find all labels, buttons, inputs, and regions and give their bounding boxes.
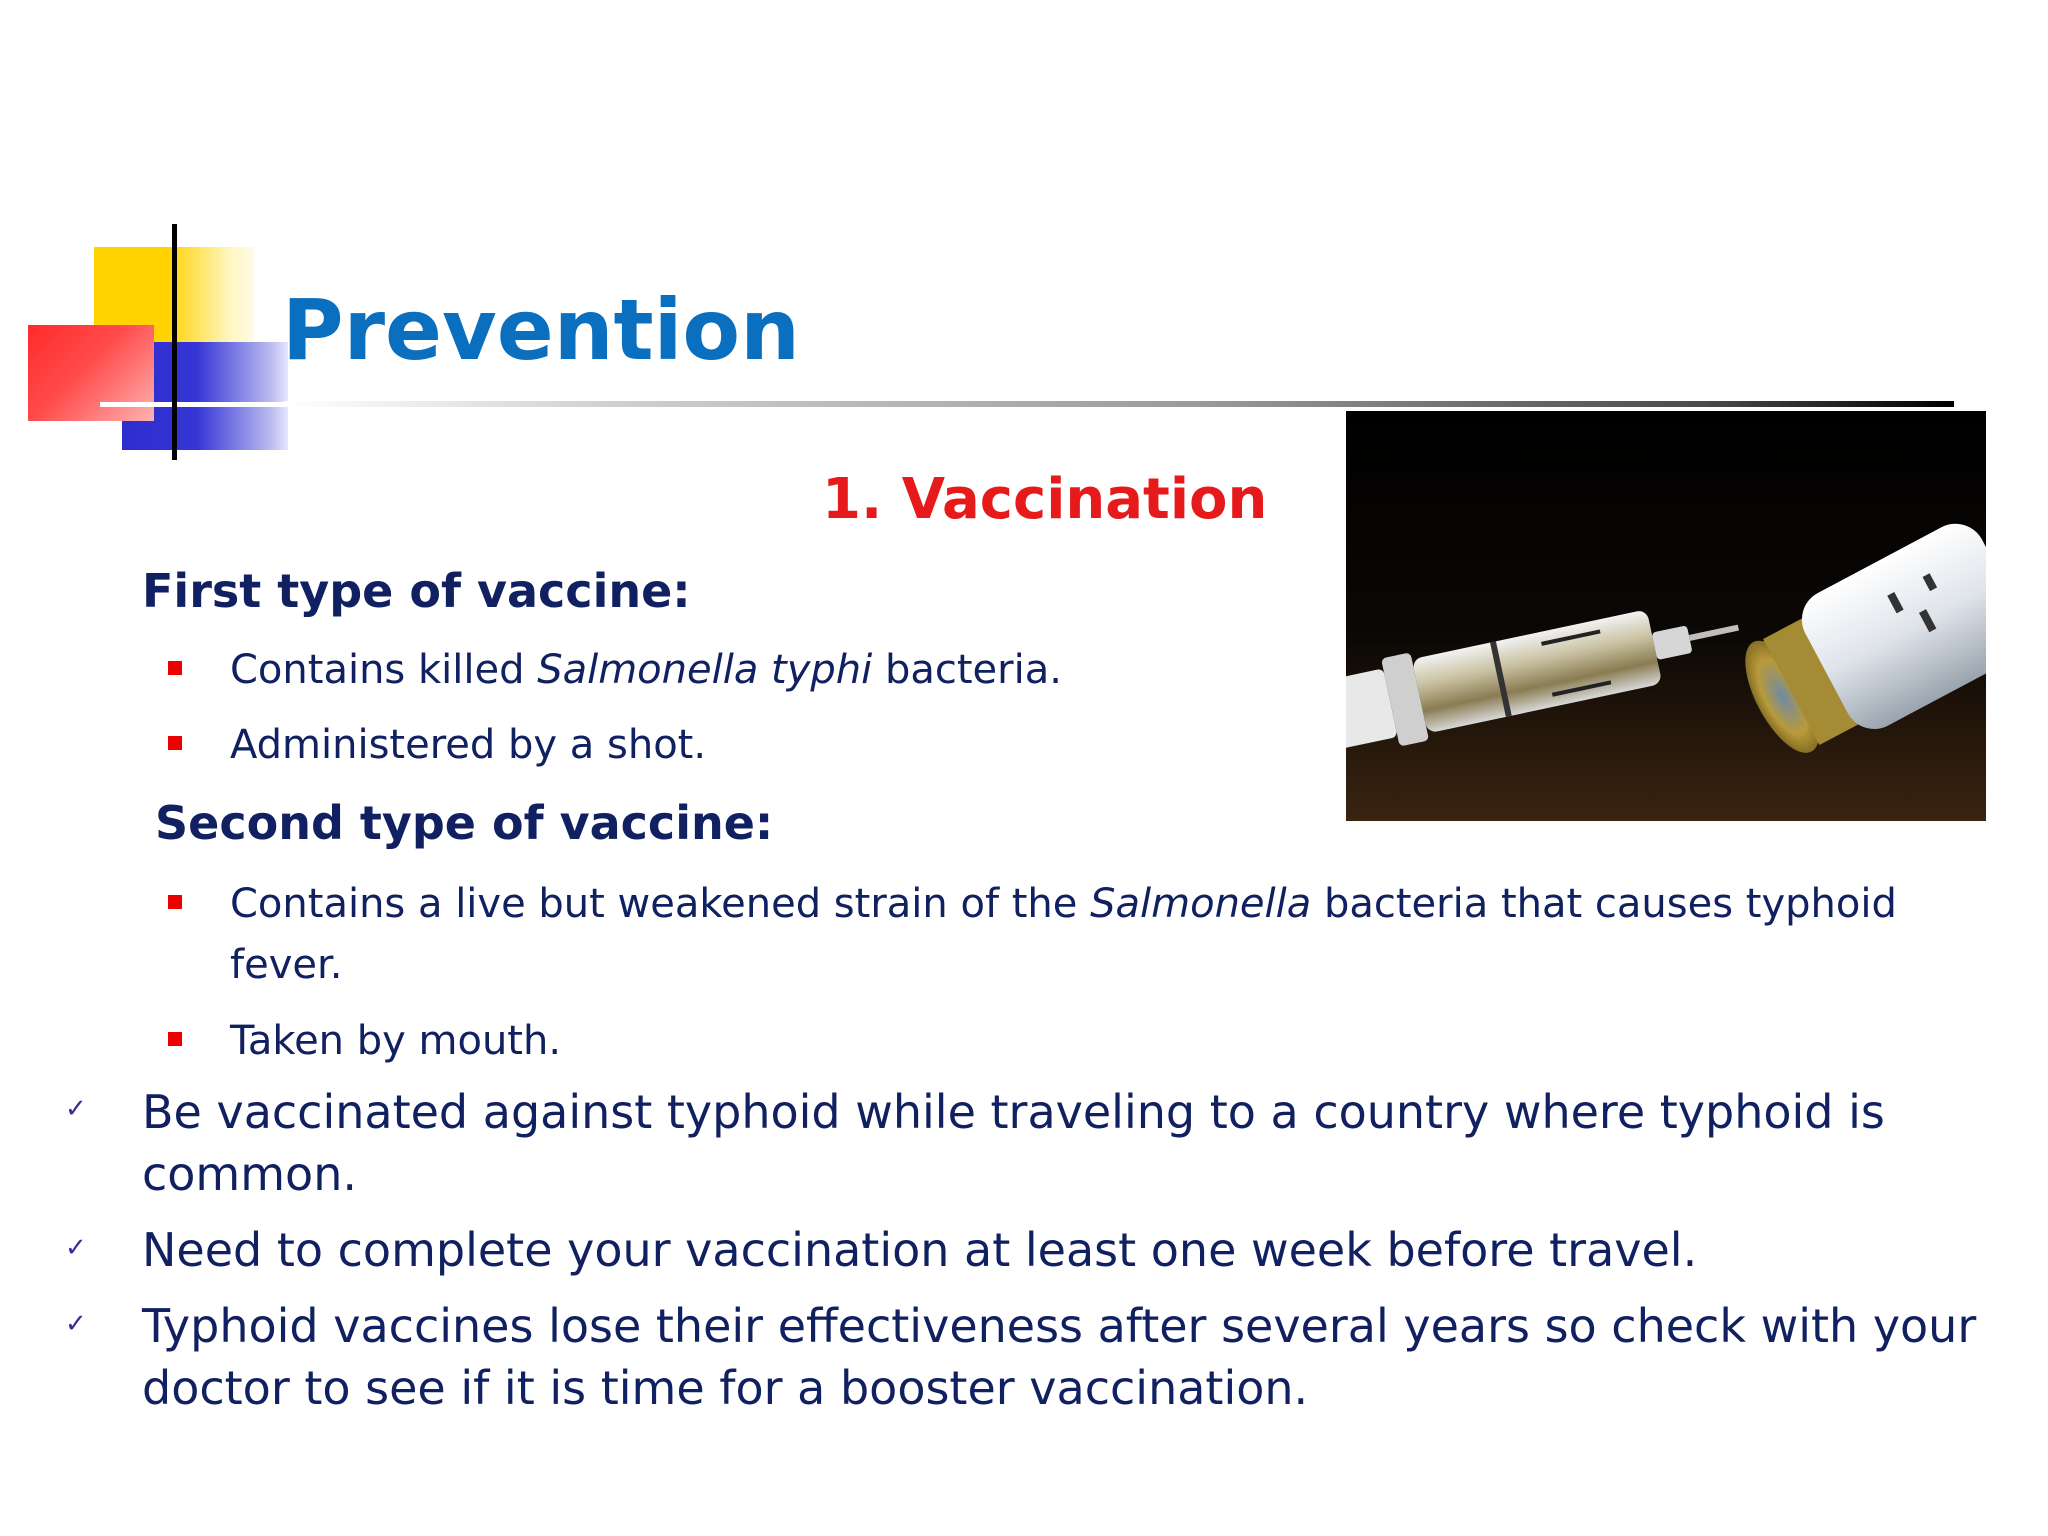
checklist-item-3: Typhoid vaccines lose their effectiveness after several years so check with your doctor to see if it is time for a booster vaccination.	[142, 1299, 1977, 1415]
logo-vertical-line	[172, 224, 177, 460]
second-type-bullet-2: Taken by mouth.	[230, 1018, 562, 1064]
square-bullet-icon	[168, 895, 182, 909]
syringe-vial-photo	[1346, 411, 1986, 821]
checkmark-icon: ✓	[65, 1309, 87, 1339]
checkmark-icon: ✓	[65, 1094, 87, 1124]
square-bullet-icon	[168, 661, 182, 675]
bullet-text: bacteria that causes typhoid fever.	[230, 881, 1897, 988]
first-type-bullet-1	[230, 640, 1062, 701]
bullet-text: Contains a live but weakened strain of the	[230, 881, 1091, 927]
slide-title: Prevention	[282, 281, 800, 379]
checklist-item-1: Be vaccinated against typhoid while traveling to a country where typhoid is common.	[142, 1085, 1885, 1201]
first-type-heading: First type of vaccine:	[142, 564, 691, 618]
bullet-text: bacteria.	[872, 647, 1062, 693]
square-bullet-icon	[168, 1032, 182, 1046]
second-type-heading: Second type of vaccine:	[155, 796, 774, 850]
first-type-bullet-2: Administered by a shot.	[230, 722, 707, 768]
section-subtitle: 1. Vaccination	[822, 467, 1268, 532]
second-type-bullet-1	[230, 874, 1990, 996]
bullet-italic: Salmonella typhi	[537, 647, 873, 693]
checklist-item-2: Need to complete your vaccination at least one week before travel.	[142, 1223, 1698, 1277]
logo-white-line	[100, 402, 290, 407]
square-bullet-icon	[168, 736, 182, 750]
bullet-italic: Salmonella	[1090, 881, 1312, 927]
checkmark-icon: ✓	[65, 1233, 87, 1263]
title-divider	[284, 401, 1954, 407]
bullet-text: Contains killed	[230, 647, 538, 693]
